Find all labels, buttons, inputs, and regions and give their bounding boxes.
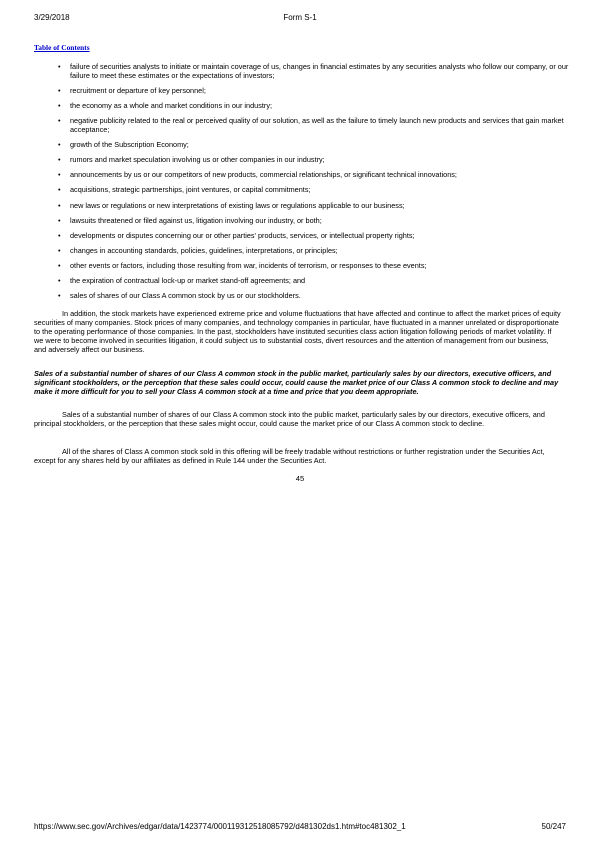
list-item: • developments or disputes concerning our or other parties' products, services, or intellectual property rights; [34, 232, 570, 241]
list-item: • changes in accounting standards, policies, guidelines, interpretations, or principles; [34, 247, 570, 256]
list-item: • the expiration of contractual lock-up or market stand-off agreements; and [34, 277, 570, 286]
share-sales-paragraph: Sales of a substantial number of shares of our Class A common stock into the public market, particularly sales by our directors, executive officers, and principal stockholders, or the perception that these sales might occur, could cause the market price of our Class A common stock to decline. [34, 410, 545, 428]
list-item: • announcements by us or our competitors of new products, commercial relationships, or significant technical innovations; [34, 171, 570, 180]
footer-page-count: 50/247 [541, 822, 566, 831]
page-number: 45 [295, 474, 305, 483]
list-item: • rumors and market speculation involving us or other companies in our industry; [34, 156, 570, 165]
list-item: • new laws or regulations or new interpretations of existing laws or regulations applicable to our business; [34, 202, 570, 211]
list-item: • the economy as a whole and market conditions in our industry; [34, 102, 570, 111]
list-item: • sales of shares of our Class A common stock by us or our stockholders. [34, 292, 570, 301]
list-item: • failure of securities analysts to initiate or maintain coverage of us, changes in financial estimates by any securities analysts who follow our company, or our failure to meet these estimates or the expectations of investors; [34, 63, 570, 81]
header-form-title: Form S-1 [283, 13, 317, 22]
table-of-contents-link[interactable]: Table of Contents [34, 43, 90, 52]
freely-tradable-paragraph: All of the shares of Class A common stock sold in this offering will be freely tradable without restrictions or further registration under the Securities Act, except for any shares held by our affiliates as defined in Rule 144 under the Securities Act. [34, 447, 545, 465]
risk-factor-bullet-list [34, 63, 570, 307]
list-item: • growth of the Subscription Economy; [34, 141, 570, 150]
list-item: • recruitment or departure of key personnel; [34, 87, 570, 96]
header-date: 3/29/2018 [34, 13, 70, 22]
market-volatility-paragraph: In addition, the stock markets have experienced extreme price and volume fluctuations that have affected and continue to affect the market prices of equity securities of many companies. Stock prices of many companies, and technology companies in particular, have fluctuated in a manner unrelated or disproportionate to the operating performance of those companies. In the past, stockholders have instituted securities class action litigation following periods of market volatility. If we were to become involved in securities litigation, it could subject us to substantial costs, divert resources and the attention of management from our business, and adversely affect our business. [34, 309, 561, 354]
list-item: • other events or factors, including those resulting from war, incidents of terrorism, or responses to these events; [34, 262, 570, 271]
list-item: • lawsuits threatened or filed against us, litigation involving our industry, or both; [34, 217, 570, 226]
list-item: • negative publicity related to the real or perceived quality of our solution, as well as the failure to timely launch new products and services that gain market acceptance; [34, 117, 570, 135]
risk-factor-heading: Sales of a substantial number of shares of our Class A common stock in the public market, particularly sales by our directors, executive officers, and significant stockholders, or the perception that these sales could occur, could cause the market price of our Class A common stock to decline and may make it more difficult for you to sell your Class A common stock at a time and price that you deem appropriate. [34, 369, 559, 396]
list-item: • acquisitions, strategic partnerships, joint ventures, or capital commitments; [34, 186, 570, 195]
footer-url: https://www.sec.gov/Archives/edgar/data/1423774/000119312518085792/d481302ds1.htm#toc481302_1 [34, 822, 406, 831]
